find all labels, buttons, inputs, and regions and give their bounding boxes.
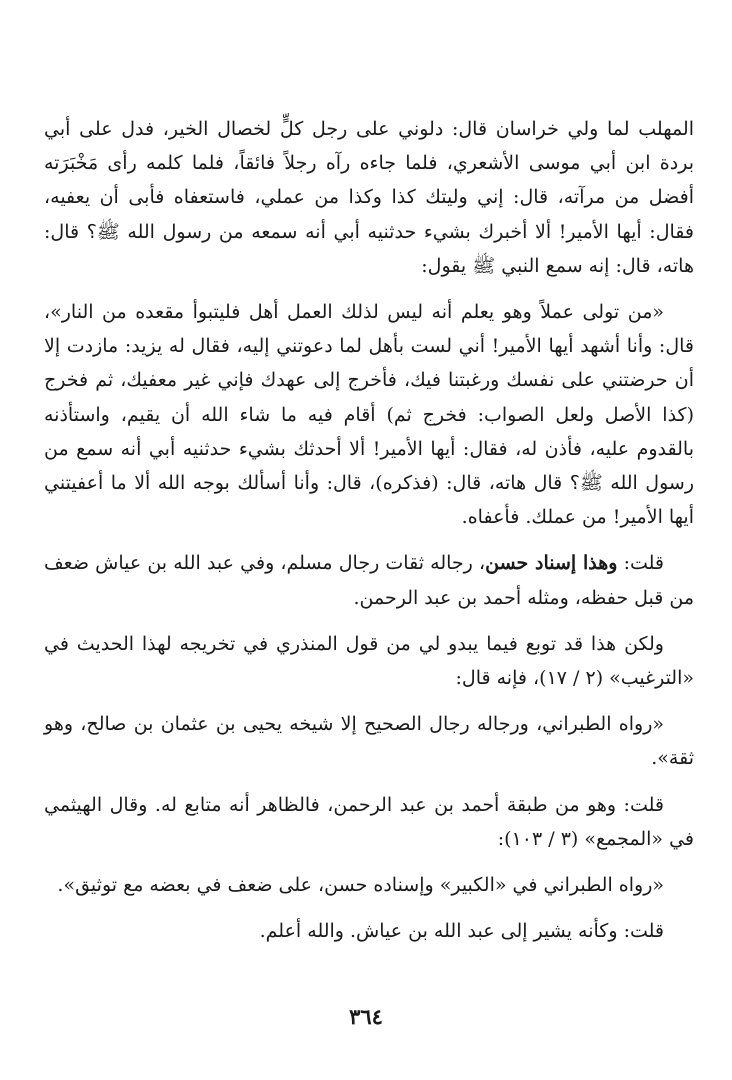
- page-number: ٣٦٤: [349, 1004, 383, 1029]
- paragraph-7-quote: [44, 868, 694, 902]
- page-body: [44, 112, 694, 960]
- paragraph-6: [44, 788, 694, 856]
- paragraph-7-text: «رواه الطبراني في «الكبير» وإسناده حسن، على ضعف في بعضه مع توثيق».: [57, 874, 664, 897]
- paragraph-4-text: ولكن هذا قد توبع فيما يبدو لي من قول المنذري في تخريجه لهذا الحديث في «الترغيب» (٢ / ١٧)، فإنه قال:: [44, 632, 694, 690]
- paragraph-1: [44, 112, 694, 283]
- paragraph-8: [44, 914, 694, 948]
- paragraph-3-rest: ، رجاله ثقات رجال مسلم، وفي عبد الله بن عياش ضعف من قبل حفظه، ومثله أحمد بن عبد الرحمن.: [44, 552, 694, 609]
- paragraph-3: [44, 546, 694, 614]
- paragraph-1-text: المهلب لما ولي خراسان قال: دلوني على رجل كلٍّ لخصال الخير، فدل على أبي بردة ابن أبي موسى الأشعري، فلما جاءه رآه رجلاً فائقاً، فلما كلمه رأى مَخْبَرَته أفضل من مرآته، قال: إني وليتك كذا وكذا من عملي، فاستعفاه فأبى أن يعفيه، فقال: أيها الأمير! ألا أخبرك بشيء حدثنيه أبي أنه سمعه من رسول الله ﷺ؟ قال: هاته، قال: إنه سمع النبي ﷺ يقول:: [44, 118, 694, 277]
- paragraph-5-quote: [44, 707, 694, 775]
- paragraph-4: [44, 627, 694, 695]
- paragraph-2-text: «من تولى عملاً وهو يعلم أنه ليس لذلك العمل أهل فليتبوأ مقعده من النار»، قال: وأنا أشهد أيها الأمير! أني لست بأهل لما دعوتني إليه، فقال له يزيد: مازدت إلا أن حرضتني على نفسك ورغبتنا فيك، فأخرج إلى عهدك فإني غير معفيك، ثم فخرج (كذا الأصل ولعل الصواب: فخرج ثم) أقام فيه ما شاء الله أن يقيم، واستأذنه بالقدوم عليه، فأذن له، فقال: أيها الأمير! ألا أحدثك بشيء حدثنيه أبي أنه سمع من رسول الله ﷺ؟ قال هاته، قال: (فذكره)، قال: وأنا أسألك بوجه الله ألا ما أعفيتني أيها الأمير! من عملك. فأعفاه.: [44, 301, 694, 529]
- paragraph-3-prefix: قلت:: [617, 552, 664, 575]
- paragraph-5-text: «رواه الطبراني، ورجاله رجال الصحيح إلا شيخه يحيى بن عثمان بن صالح، وهو ثقة».: [44, 713, 694, 770]
- paragraph-6-text: قلت: وهو من طبقة أحمد بن عبد الرحمن، فالظاهر أنه متابع له. وقال الهيثمي في «المجمع» (٣ / ١٠٣):: [44, 793, 694, 850]
- paragraph-8-text: قلت: وكأنه يشير إلى عبد الله بن عياش. والله أعلم.: [259, 920, 664, 943]
- paragraph-2: [44, 295, 694, 534]
- paragraph-3-bold-phrase: وهذا إسناد حسن: [485, 552, 618, 575]
